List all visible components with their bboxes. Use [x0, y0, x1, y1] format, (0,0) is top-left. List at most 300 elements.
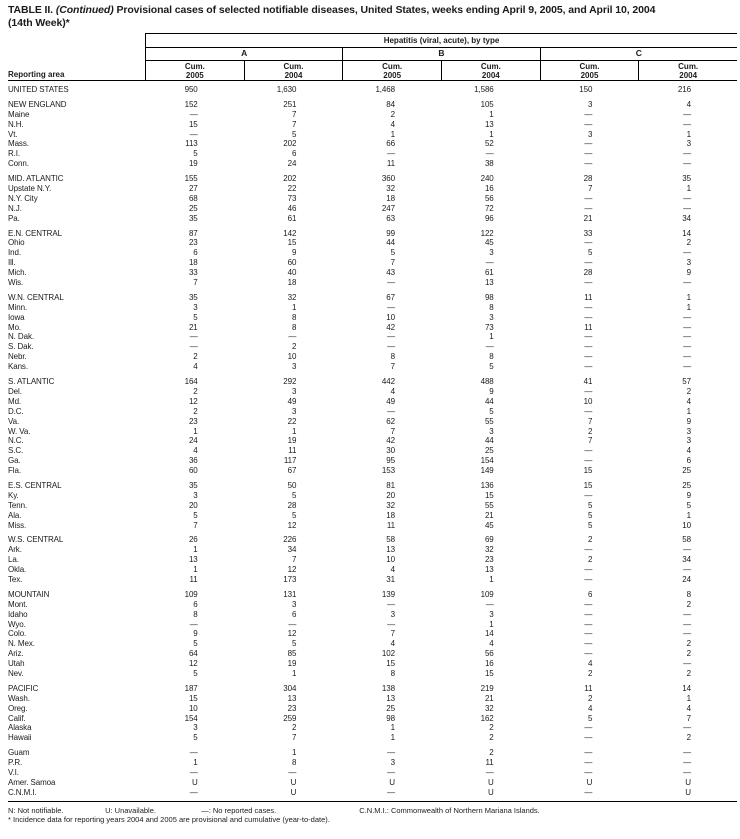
value-cell: —	[683, 342, 691, 352]
document-page	[8, 4, 737, 824]
table-section	[8, 748, 737, 797]
value-cell: —	[683, 278, 691, 288]
column-subheader	[441, 61, 540, 80]
value-cell: 14	[484, 629, 494, 639]
value-cell: 57	[682, 377, 691, 387]
reporting-area-cell: Minn.	[8, 302, 28, 312]
value-cell: 25	[682, 480, 691, 490]
value-cell: 7	[390, 426, 395, 436]
value-cell: —	[683, 332, 691, 342]
table-section	[8, 85, 737, 95]
value-cell: 44	[386, 238, 395, 248]
value-cell: —	[584, 159, 593, 169]
value-cell: 84	[386, 99, 395, 109]
value-cell: 152	[184, 99, 198, 109]
value-cell: 2	[686, 599, 691, 609]
reporting-area-cell: Nev.	[8, 668, 24, 678]
value-cell: U	[685, 787, 691, 797]
value-cell: 6	[193, 599, 198, 609]
value-cell: 442	[381, 377, 395, 387]
cum-label: Cum.	[678, 62, 699, 71]
value-cell: —	[584, 733, 593, 743]
reporting-area-cell: Miss.	[8, 520, 27, 530]
year-label: 2005	[383, 71, 402, 80]
value-cell: 55	[484, 416, 494, 426]
value-cell: 3	[489, 312, 494, 322]
value-cell: 2	[686, 639, 691, 649]
page-title	[8, 4, 737, 30]
value-cell: —	[683, 248, 691, 258]
reporting-area-cell: Okla.	[8, 565, 27, 575]
reporting-area-cell: N.J.	[8, 203, 22, 213]
table-row	[8, 768, 737, 778]
value-cell: —	[189, 748, 198, 758]
column-subheader	[638, 61, 737, 80]
value-cell: 3	[686, 139, 691, 149]
value-cell: 73	[484, 322, 494, 332]
reporting-area-cell: Hawaii	[8, 733, 32, 743]
reporting-area-cell: Tenn.	[8, 500, 28, 510]
table-row	[8, 491, 737, 501]
table-row	[8, 248, 737, 258]
value-cell: 5	[587, 500, 593, 510]
table-row	[8, 100, 737, 110]
value-cell: 3	[686, 258, 691, 268]
value-cell: —	[584, 545, 593, 555]
reporting-area-cell: Amer. Samoa	[8, 777, 56, 787]
value-cell: —	[683, 362, 691, 372]
value-cell: 1	[489, 129, 494, 139]
value-cell: —	[584, 139, 593, 149]
value-cell: 4	[489, 639, 494, 649]
value-cell: 12	[188, 396, 198, 406]
value-cell: 8	[193, 609, 198, 619]
table-row	[8, 204, 737, 214]
value-cell: 6	[587, 589, 593, 599]
value-cell: 66	[386, 139, 395, 149]
value-cell: 72	[484, 203, 494, 213]
value-cell: 14	[682, 228, 691, 238]
value-cell: 16	[484, 184, 494, 194]
reporting-area-cell: N.C.	[8, 436, 24, 446]
value-cell: 1	[686, 184, 691, 194]
value-cell: 42	[386, 322, 395, 332]
value-cell: 11	[584, 292, 593, 302]
reporting-area-cell: La.	[8, 555, 19, 565]
value-cell: 21	[484, 693, 494, 703]
table-header	[8, 33, 737, 81]
table-row	[8, 268, 737, 278]
reporting-area-cell: Conn.	[8, 159, 29, 169]
value-cell: 5	[193, 149, 198, 159]
header-spanner-row	[8, 33, 737, 47]
value-cell: 122	[480, 228, 494, 238]
table-section	[8, 229, 737, 288]
value-cell: 9	[686, 416, 691, 426]
value-cell: 7	[686, 713, 691, 723]
value-cell: 18	[386, 193, 395, 203]
table-row	[8, 704, 737, 714]
value-cell: 98	[386, 713, 395, 723]
value-cell: —	[387, 278, 395, 288]
table-row	[8, 758, 737, 768]
value-cell: 5	[686, 500, 691, 510]
reporting-area-cell: Md.	[8, 396, 22, 406]
value-cell: 131	[283, 589, 297, 599]
cum-label: Cum.	[579, 62, 600, 71]
value-cell: 6	[291, 149, 297, 159]
reporting-area-cell: Del.	[8, 386, 22, 396]
value-cell: —	[387, 787, 395, 797]
value-cell: 9	[686, 490, 691, 500]
value-cell: 10	[287, 352, 297, 362]
table-row	[8, 194, 737, 204]
reporting-area-cell: PACIFIC	[8, 683, 39, 693]
value-cell: —	[683, 119, 691, 129]
value-cell: 7	[291, 555, 297, 565]
reporting-area-cell: E.S. CENTRAL	[8, 480, 62, 490]
reporting-area-cell: Ky.	[8, 490, 19, 500]
value-cell: 32	[386, 500, 395, 510]
value-cell: —	[683, 352, 691, 362]
table-row	[8, 332, 737, 342]
value-cell: 150	[579, 85, 593, 94]
table-row	[8, 610, 737, 620]
value-cell: —	[584, 599, 593, 609]
table-row	[8, 600, 737, 610]
value-cell: 3	[193, 302, 198, 312]
reporting-area-cell: R.I.	[8, 149, 21, 159]
value-cell: 28	[287, 500, 297, 510]
value-cell: 5	[587, 520, 593, 530]
value-cell: —	[387, 599, 395, 609]
value-cell: —	[387, 406, 395, 416]
value-cell: 32	[386, 184, 395, 194]
value-cell: 1	[390, 723, 395, 733]
value-cell: 15	[386, 659, 395, 669]
value-cell: 202	[283, 174, 297, 184]
value-cell: —	[387, 748, 395, 758]
value-cell: 4	[686, 396, 691, 406]
value-cell: 102	[381, 649, 395, 659]
value-cell: —	[584, 342, 593, 352]
reporting-area-cell: Ind.	[8, 248, 21, 258]
value-cell: 2	[390, 109, 395, 119]
value-cell: 187	[184, 683, 198, 693]
value-cell: 105	[480, 99, 494, 109]
value-cell: 18	[188, 258, 198, 268]
value-cell: 5	[291, 129, 297, 139]
value-cell: 1	[390, 733, 395, 743]
value-cell: 5	[193, 312, 198, 322]
table-spanner-label: Hepatitis (viral, acute), by type	[145, 33, 737, 48]
value-cell: 26	[188, 535, 198, 545]
value-cell: 13	[188, 555, 198, 565]
value-cell: 109	[184, 589, 198, 599]
value-cell: 24	[188, 436, 198, 446]
reporting-area-cell: E.N. CENTRAL	[8, 228, 62, 238]
value-cell: 4	[587, 659, 593, 669]
reporting-area-cell: Ga.	[8, 456, 21, 466]
value-cell: 7	[587, 184, 593, 194]
value-cell: 12	[287, 629, 297, 639]
value-cell: 3	[686, 426, 691, 436]
value-cell: 3	[390, 609, 395, 619]
value-cell: —	[584, 768, 593, 777]
table-row	[8, 130, 737, 140]
reporting-area-cell: Utah	[8, 659, 25, 669]
value-cell: 2	[489, 723, 494, 733]
value-cell: 8	[390, 668, 395, 678]
value-cell: —	[387, 332, 395, 342]
value-cell: 139	[381, 589, 395, 599]
table-row	[8, 555, 737, 565]
value-cell: 8	[291, 312, 297, 322]
reporting-area-cell: Fla.	[8, 466, 21, 476]
table-row	[8, 352, 737, 362]
table-row	[8, 694, 737, 704]
value-cell: 153	[381, 466, 395, 476]
value-cell: —	[584, 446, 593, 456]
value-cell: 11	[584, 683, 593, 693]
header-group-row	[8, 47, 737, 61]
reporting-area-cell: Ohio	[8, 238, 25, 248]
reporting-area-cell: N. Dak.	[8, 332, 34, 342]
column-group-label-c: C	[540, 47, 737, 61]
table-row	[8, 238, 737, 248]
reporting-area-cell: N.H.	[8, 119, 24, 129]
value-cell: 21	[188, 322, 198, 332]
column-subheader	[540, 61, 639, 80]
value-cell: —	[584, 203, 593, 213]
value-cell: 136	[480, 480, 494, 490]
value-cell: 8	[489, 352, 494, 362]
value-cell: 1	[291, 668, 297, 678]
value-cell: 6	[291, 609, 297, 619]
value-cell: 9	[489, 386, 494, 396]
value-cell: —	[584, 238, 593, 248]
reporting-area-cell: Ark.	[8, 545, 22, 555]
value-cell: 56	[484, 193, 494, 203]
footnote-incidence: * Incidence data for reporting years 2004 and 2005 are provisional and cumulative (year-to-date).	[8, 814, 330, 824]
value-cell: 11	[386, 159, 395, 169]
footnote-unavailable: U: Unavailable.	[105, 805, 156, 815]
value-cell: 2	[291, 723, 297, 733]
reporting-area-cell: Pa.	[8, 213, 20, 223]
value-cell: 1	[193, 426, 198, 436]
table-row	[8, 639, 737, 649]
table-row	[8, 778, 737, 788]
value-cell: —	[683, 159, 691, 169]
value-cell: 69	[484, 535, 494, 545]
value-cell: 1,468	[375, 85, 395, 94]
value-cell: 23	[188, 416, 198, 426]
value-cell: 1,630	[276, 85, 297, 94]
table-body	[8, 81, 737, 802]
value-cell: 1	[489, 332, 494, 342]
value-cell: 5	[193, 510, 198, 520]
value-cell: 2	[686, 733, 691, 743]
value-cell: 4	[686, 446, 691, 456]
value-cell: 67	[287, 466, 297, 476]
table-row	[8, 323, 737, 333]
value-cell: 11	[584, 322, 593, 332]
value-cell: —	[485, 599, 494, 609]
value-cell: 95	[386, 456, 395, 466]
value-cell: U	[586, 777, 593, 787]
value-cell: 2	[291, 342, 297, 352]
year-label: 2005	[185, 71, 204, 80]
value-cell: 5	[587, 510, 593, 520]
table-row	[8, 214, 737, 224]
value-cell: 3	[291, 386, 297, 396]
value-cell: 35	[188, 213, 198, 223]
table-row	[8, 659, 737, 669]
value-cell: 45	[484, 238, 494, 248]
value-cell: 1	[686, 292, 691, 302]
value-cell: 68	[188, 193, 198, 203]
value-cell: 4	[686, 99, 691, 109]
column-group-label-a: A	[145, 47, 342, 61]
table-row	[8, 649, 737, 659]
value-cell: 58	[682, 535, 691, 545]
table-row	[8, 184, 737, 194]
value-cell: 3	[587, 99, 593, 109]
value-cell: 138	[381, 683, 395, 693]
value-cell: 49	[287, 396, 297, 406]
value-cell: 13	[287, 693, 297, 703]
reporting-area-cell: Idaho	[8, 609, 28, 619]
reporting-area-cell: Guam	[8, 748, 30, 758]
value-cell: —	[584, 362, 593, 372]
value-cell: 2	[587, 555, 593, 565]
value-cell: 149	[480, 466, 494, 476]
table-row	[8, 293, 737, 303]
value-cell: 6	[193, 248, 198, 258]
table-row	[8, 229, 737, 239]
value-cell: —	[683, 723, 691, 733]
cum-label: Cum.	[184, 62, 205, 71]
reporting-area-cell: Mich.	[8, 268, 27, 278]
reporting-area-cell: Oreg.	[8, 703, 28, 713]
value-cell: 1	[686, 302, 691, 312]
value-cell: 44	[484, 396, 494, 406]
value-cell: 2	[193, 386, 198, 396]
value-cell: 488	[480, 377, 494, 387]
value-cell: —	[387, 619, 395, 629]
reporting-area-cell: D.C.	[8, 406, 24, 416]
value-cell: 2	[193, 406, 198, 416]
table-row	[8, 723, 737, 733]
reporting-area-cell: N. Mex.	[8, 639, 35, 649]
value-cell: 3	[291, 362, 297, 372]
value-cell: 8	[686, 589, 691, 599]
value-cell: —	[189, 332, 198, 342]
value-cell: 1	[489, 574, 494, 584]
value-cell: U	[290, 777, 297, 787]
value-cell: 32	[484, 545, 494, 555]
value-cell: 7	[193, 278, 198, 288]
table-row	[8, 258, 737, 268]
value-cell: 226	[283, 535, 297, 545]
value-cell: 34	[682, 555, 691, 565]
value-cell: 1,586	[474, 85, 494, 94]
reporting-area-cell: Nebr.	[8, 352, 27, 362]
table-row	[8, 629, 737, 639]
value-cell: 7	[291, 119, 297, 129]
value-cell: 3	[489, 609, 494, 619]
value-cell: 12	[287, 565, 297, 575]
value-cell: 1	[193, 565, 198, 575]
value-cell: 34	[682, 213, 691, 223]
reporting-area-cell: UNITED STATES	[8, 85, 69, 94]
table-row	[8, 733, 737, 743]
value-cell: 7	[193, 520, 198, 530]
reporting-area-cell: W.N. CENTRAL	[8, 292, 64, 302]
value-cell: —	[485, 768, 494, 777]
value-cell: 46	[287, 203, 297, 213]
value-cell: 7	[390, 629, 395, 639]
value-cell: 15	[583, 466, 593, 476]
value-cell: 42	[386, 436, 395, 446]
value-cell: —	[387, 342, 395, 352]
value-cell: 35	[188, 292, 198, 302]
value-cell: 8	[291, 758, 297, 768]
value-cell: 7	[390, 362, 395, 372]
value-cell: 55	[484, 500, 494, 510]
table-row	[8, 159, 737, 169]
reporting-area-cell: N.Y. City	[8, 193, 38, 203]
table-row	[8, 110, 737, 120]
value-cell: 11	[189, 574, 198, 584]
value-cell: 4	[390, 565, 395, 575]
value-cell: 2	[686, 386, 691, 396]
value-cell: 3	[686, 436, 691, 446]
title-rest: Provisional cases of selected notifiable diseases, United States, weeks ending April 9, 2005, and April 10, 2004	[116, 4, 656, 16]
value-cell: —	[189, 768, 198, 777]
value-cell: 4	[587, 703, 593, 713]
value-cell: 5	[291, 510, 297, 520]
value-cell: —	[584, 109, 593, 119]
table-row	[8, 535, 737, 545]
value-cell: 5	[291, 490, 297, 500]
table-section	[8, 684, 737, 743]
value-cell: 1	[291, 748, 297, 758]
value-cell: 10	[682, 520, 691, 530]
table-row	[8, 407, 737, 417]
value-cell: —	[584, 565, 593, 575]
table-row	[8, 85, 737, 95]
cum-label: Cum.	[283, 62, 304, 71]
value-cell: 13	[484, 565, 494, 575]
table-row	[8, 149, 737, 159]
reporting-area-cell: Ala.	[8, 510, 22, 520]
value-cell: 22	[287, 416, 297, 426]
value-cell: 3	[587, 129, 593, 139]
value-cell: —	[189, 109, 198, 119]
value-cell: 14	[682, 683, 691, 693]
value-cell: U	[487, 777, 494, 787]
value-cell: 3	[390, 758, 395, 768]
reporting-area-cell: Mo.	[8, 322, 22, 332]
value-cell: 34	[287, 545, 297, 555]
value-cell: —	[683, 758, 691, 768]
value-cell: 3	[291, 599, 297, 609]
value-cell: 6	[686, 456, 691, 466]
value-cell: 4	[193, 446, 198, 456]
value-cell: 12	[188, 659, 198, 669]
value-cell: 38	[484, 159, 494, 169]
